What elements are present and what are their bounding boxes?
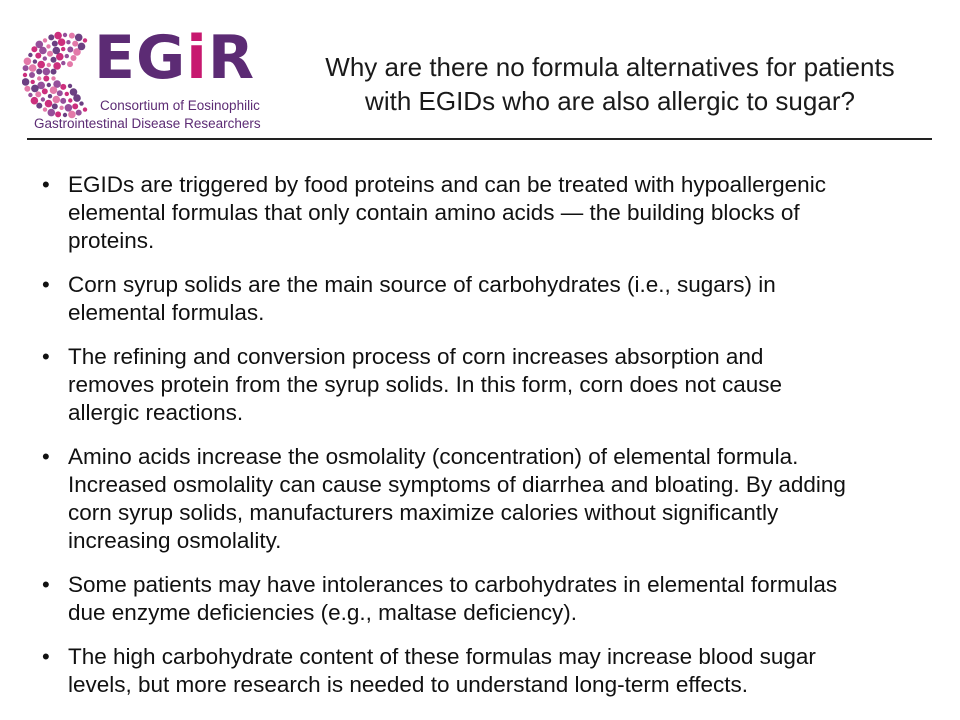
bullet-item <box>40 643 930 699</box>
bullet-line: elemental formulas that only contain amino acids — the building blocks of <box>68 200 800 225</box>
bullet-line: levels, but more research is needed to understand long-term effects. <box>68 672 748 697</box>
bullet-line: The high carbohydrate content of these formulas may increase blood sugar <box>68 644 816 669</box>
logo-wordmark <box>94 23 256 93</box>
title-line-1: Why are there no formula alternatives for patients <box>325 52 895 82</box>
bullet-line: The refining and conversion process of corn increases absorption and <box>68 344 764 369</box>
slide-title <box>290 50 930 118</box>
bullet-dot: • <box>42 572 50 597</box>
bullet-list <box>40 171 930 715</box>
bullet-item <box>40 343 930 427</box>
logo-subtitle-line2: Gastrointestinal Disease Researchers <box>34 116 261 131</box>
egir-logo <box>22 20 277 136</box>
bullet-item <box>40 571 930 627</box>
bullet-dot: • <box>42 344 50 369</box>
bullet-dot: • <box>42 444 50 469</box>
bullet-line: Increased osmolality can cause symptoms of diarrhea and bloating. By adding <box>68 472 846 497</box>
title-line-2: with EGIDs who are also allergic to sugar? <box>365 86 855 116</box>
bullet-line: removes protein from the syrup solids. In this form, corn does not cause <box>68 372 783 397</box>
bullet-line: due enzyme deficiencies (e.g., maltase deficiency). <box>68 600 577 625</box>
bullet-item <box>40 171 930 255</box>
bullet-text <box>68 443 846 555</box>
bullet-line: elemental formulas. <box>68 300 265 325</box>
bullet-text <box>68 343 782 427</box>
logo-wordmark-i: i <box>186 23 208 93</box>
bullet-line: Some patients may have intolerances to carbohydrates in elemental formulas <box>68 572 838 597</box>
bullet-dot: • <box>42 272 50 297</box>
bullet-line: Amino acids increase the osmolality (concentration) of elemental formula. <box>68 444 799 469</box>
bullet-item <box>40 443 930 555</box>
bullet-line: Corn syrup solids are the main source of carbohydrates (i.e., sugars) in <box>68 272 776 297</box>
bullet-dot: • <box>42 172 50 197</box>
bullet-item <box>40 271 930 327</box>
logo-wordmark-end: R <box>207 23 256 93</box>
bullet-line: proteins. <box>68 228 155 253</box>
bullet-text <box>68 571 837 627</box>
title-divider <box>27 138 932 140</box>
bullet-line: allergic reactions. <box>68 400 244 425</box>
logo-subtitle-line1: Consortium of Eosinophilic <box>100 98 260 113</box>
bullet-line: EGIDs are triggered by food proteins and can be treated with hypoallergenic <box>68 172 826 197</box>
bullet-dot: • <box>42 644 50 669</box>
bullet-text <box>68 171 826 255</box>
bullet-text <box>68 643 816 699</box>
bullet-text <box>68 271 776 327</box>
bullet-line: increasing osmolality. <box>68 528 282 553</box>
bullet-line: corn syrup solids, manufacturers maximize calories without significantly <box>68 500 779 525</box>
logo-wordmark-main: EG <box>94 23 187 93</box>
